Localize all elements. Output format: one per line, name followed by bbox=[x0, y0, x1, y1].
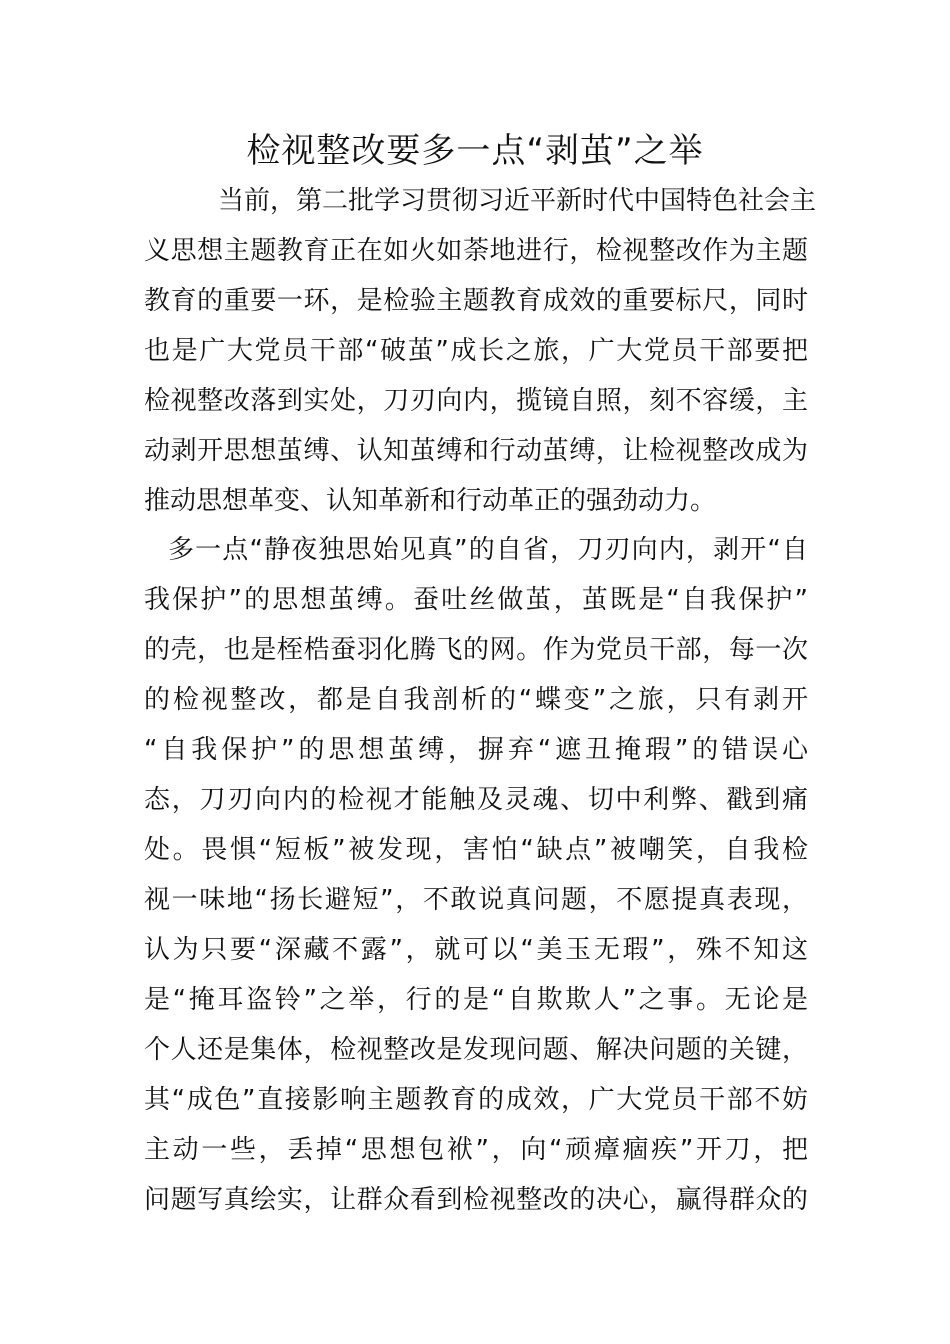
paragraph-1-line-5: 检视整改落到实处，刀刃向内，揽镜自照，刻不容缓，主 bbox=[144, 386, 808, 416]
paragraph-1-line-3: 教育的重要一环，是检验主题教育成效的重要标尺，同时 bbox=[144, 286, 808, 316]
paragraph-2-line-10: 是“掩耳盗铃”之举，行的是“自欺欺人”之事。无论是 bbox=[144, 985, 808, 1015]
paragraph-2-line-12: 其“成色”直接影响主题教育的成效，广大党员干部不妨 bbox=[144, 1085, 808, 1115]
paragraph-2-line-2: 我保护”的思想茧缚。蚕吐丝做茧，茧既是“自我保护” bbox=[144, 585, 808, 615]
paragraph-2-line-9: 认为只要“深藏不露”，就可以“美玉无瑕”，殊不知这 bbox=[144, 935, 808, 965]
paragraph-1-line-4: 也是广大党员干部“破茧”成长之旅，广大党员干部要把 bbox=[144, 336, 808, 366]
paragraph-1-line-2: 义思想主题教育正在如火如荼地进行，检视整改作为主题 bbox=[144, 236, 808, 266]
paragraph-2-line-6: 态，刀刃向内的检视才能触及灵魂、切中利弊、戳到痛 bbox=[144, 785, 808, 815]
paragraph-1-line-7: 推动思想革变、认知革新和行动革正的强劲动力。 bbox=[144, 486, 717, 516]
paragraph-2-line-7: 处。畏惧“短板”被发现，害怕“缺点”被嘲笑，自我检 bbox=[144, 835, 808, 865]
paragraph-2-line-8: 视一味地“扬长避短”，不敢说真问题，不愿提真表现， bbox=[144, 885, 808, 915]
paragraph-2-line-5: “自我保护”的思想茧缚，摒弃“遮丑掩瑕”的错误心 bbox=[144, 735, 808, 765]
paragraph-1-line-1: 当前，第二批学习贯彻习近平新时代中国特色社会主 bbox=[218, 186, 817, 216]
paragraph-2-line-11: 个人还是集体，检视整改是发现问题、解决问题的关键， bbox=[144, 1035, 808, 1065]
paragraph-2-line-14: 问题写真绘实，让群众看到检视整改的决心，赢得群众的 bbox=[144, 1185, 808, 1215]
paragraph-1-line-6: 动剥开思想茧缚、认知茧缚和行动茧缚，让检视整改成为 bbox=[144, 436, 808, 466]
document-title: 检视整改要多一点“剥茧”之举 bbox=[246, 131, 704, 171]
paragraph-2-line-3: 的壳，也是桎梏蚕羽化腾飞的网。作为党员干部，每一次 bbox=[144, 635, 808, 665]
paragraph-2-line-4: 的检视整改，都是自我剖析的“蝶变”之旅，只有剥开 bbox=[144, 685, 808, 715]
paragraph-2-line-13: 主动一些，丢掉“思想包袱”，向“顽瘴痼疾”开刀，把 bbox=[144, 1135, 808, 1165]
paragraph-2-line-1: 多一点“静夜独思始见真”的自省，刀刃向内，剥开“自 bbox=[168, 535, 808, 565]
